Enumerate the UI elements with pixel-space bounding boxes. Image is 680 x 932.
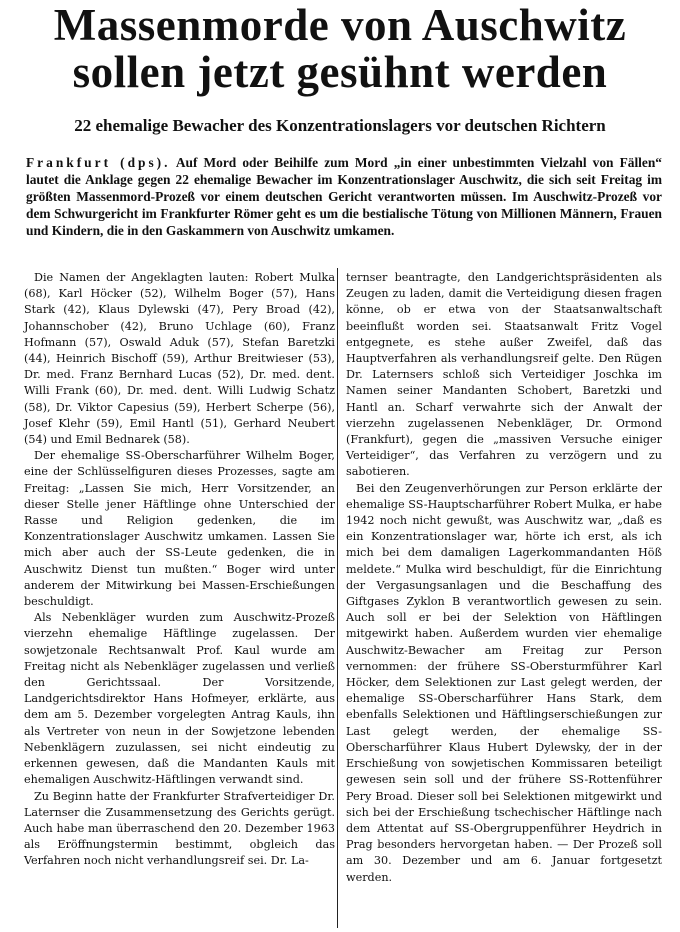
lead-paragraph [26, 154, 662, 239]
headline-line-1: Massenmorde von Auschwitz [53, 0, 627, 50]
body-paragraph: Bei den Zeugenverhörungen zur Person erklärte der ehemalige SS-Hauptscharführer Robert Mulka, er habe 1942 noch nicht gewußt, was Auschwitz war, „daß es ein Konzentrationslager war, hörte ich erst, als ich mich bei dem damaligen Lagerkommandanten Höß meldete.“ Mulka wird beschuldigt, für die Einrichtung der Vergasungsanlagen und die Beschaffung des Giftgases Zyklon B verantwortlich gewesen zu sein. Auch soll er bei der Selektion von Häftlingen mitgewirkt haben. Außerdem wurden vier ehemalige Auschwitz-Bewacher am Freitag zur Person vernommen: der frühere SS-Obersturmführer Karl Höcker, dem Selektionen zur Last gelegt werden, der ehemalige SS-Oberscharführer Hans Stark, dem ebenfalls Selektionen und Häftlingserschießungen zur Last gelegt werden, der ehemalige SS-Oberscharführer Klaus Hubert Dylewsky, der in der Erschießung von sowjetischen Kommissaren beteiligt gewesen sein soll und der frühere SS-Rottenführer Pery Broad. Dieser soll bei Selektionen mitgewirkt und sich bei der Erschießung tschechischer Häftlinge nach dem Attentat auf SS-Obergruppenführer Heydrich in Prag besonders hervorgetan haben. — Der Prozeß soll am 30. Dezember und am 6. Januar fortgesetzt werden. [346, 481, 662, 884]
headline [0, 2, 680, 96]
lead-text: Auf Mord oder Beihilfe zum Mord „in einer unbestimmten Vielzahl von Fällen“ lautet die Anklage gegen 22 ehemalige Bewacher im Konzentrationslager Auschwitz, die sich seit Freitag im größten Massenmord-Prozeß vor einem deutschen Gericht verantworten müssen. Im Auschwitz-Prozeß vor dem Schwurgericht im Frankfurter Römer geht es um die bestialische Tötung von Millionen Männern, Frauen und Kindern, die in den Gaskammern von Auschwitz umkamen. [26, 155, 662, 238]
body-paragraph: Der ehemalige SS-Oberscharführer Wilhelm Boger, eine der Schlüsselfiguren dieses Prozesses, sagte am Freitag: „Lassen Sie mich, Herr Vorsitzender, an dieser Stelle jener Häftlinge ohne Unterschied der Rasse und Religion gedenken, die im Konzentrationslager Auschwitz umkamen. Lassen Sie mich aber auch der SS-Leute gedenken, die in Auschwitz Dienst tun mußten.“ Boger wird unter anderem der Mitwirkung bei Massen-Erschießungen beschuldigt. [24, 449, 335, 609]
body-paragraph: Die Namen der Angeklagten lauten: Robert Mulka (68), Karl Höcker (52), Wilhelm Boger (57), Hans Stark (42), Klaus Dylewski (47), Pery Broad (42), Johannschober (42), Bruno Uchlage (60), Franz Hofmann (57), Oswald Aduk (57), Stefan Baretzki (44), Heinrich Bischoff (59), Arthur Breitwieser (53), Dr. med. Franz Bernhard Lucas (52), Dr. med. dent. Willi Frank (60), Dr. med. dent. Willi Ludwig Schatz (58), Dr. Viktor Capesius (59), Herbert Scherpe (56), Josef Klehr (59), Emil Hantl (51), Gerhard Neubert (54) und Emil Bednarek (58). [24, 271, 335, 447]
column-divider [337, 268, 338, 928]
headline-line-2: sollen jetzt gesühnt werden [72, 47, 608, 97]
left-column [24, 270, 335, 870]
body-paragraph: Zu Beginn hatte der Frankfurter Strafverteidiger Dr. Laternser die Zusammensetzung des Gerichts gerügt. Auch habe man überraschend den 20. Dezember 1963 als Eröffnungstermin bestimmt, obgleich das Verfahren noch nicht verhandlungsreif sei. Dr. La- [24, 789, 335, 868]
body-paragraph: ternser beantragte, den Landgerichtspräsidenten als Zeugen zu laden, damit die Verteidigung diesen fragen könne, ob er etwa von der Staatsanwaltschaft beeinflußt worden sei. Staatsanwalt Fritz Vogel entgegnete, es stehe außer Zweifel, daß das Hauptverfahren als verhandlungsreif gelte. Den Rügen Dr. Laternsers schloß sich Verteidiger Joschka im Namen seiner Mandanten Schobert, Baretzki und Hantl an. Scharf verwahrte sich der Anwalt der vierzehn zugelassenen Nebenkläger, Dr. Ormond (Frankfurt), gegen die „massiven Versuche einiger Verteidiger“, das Verfahren zu verzögern und zu sabotieren. [346, 271, 662, 479]
subheadline: 22 ehemalige Bewacher des Konzentrationslagers vor deutschen Richtern [74, 116, 606, 135]
dateline: Frankfurt (dps). [26, 155, 171, 170]
right-column [346, 270, 662, 886]
body-paragraph: Als Nebenkläger wurden zum Auschwitz-Prozeß vierzehn ehemalige Häftlinge zugelassen. Der sowjetzonale Rechtsanwalt Prof. Kaul wurde am Freitag nicht als Nebenkläger zugelassen und verließ den Gerichtssaal. Der Vorsitzende, Landgerichtsdirektor Hans Hofmeyer, erklärte, aus dem am 5. Dezember vorgelegten Antrag Kauls, ihn als Vertreter von neun in der Sowjetzone lebenden Nebenklägern zuzulassen, sei nicht eindeutig zu erkennen gewesen, daß die Mandanten Kauls mit ehemaligen Auschwitz-Häftlingen verwandt sind. [24, 611, 335, 787]
